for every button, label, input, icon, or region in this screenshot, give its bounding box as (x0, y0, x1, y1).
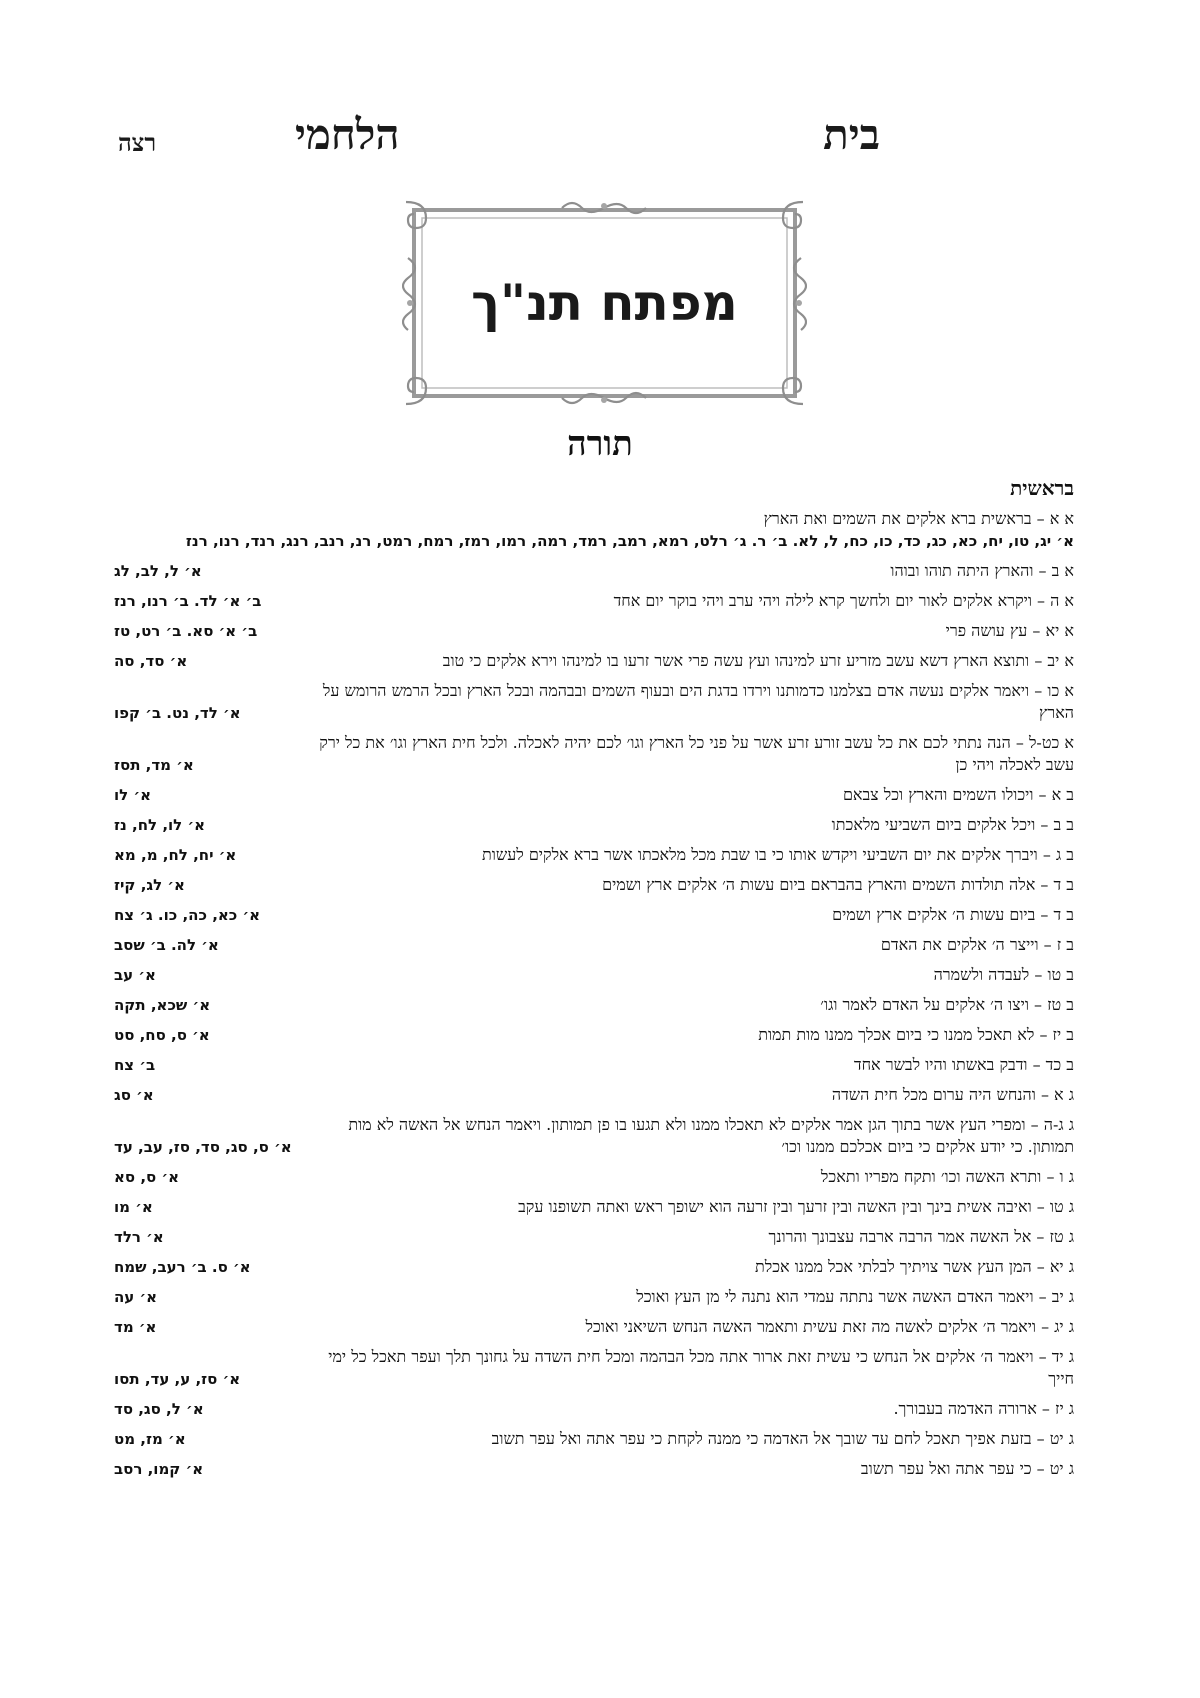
entry-verse-text: ב א – ויכולו השמים והארץ וכל צבאם (842, 785, 1074, 804)
entry-page-refs: א׳ עה (114, 1288, 158, 1306)
entry-verse-text: ב טז – ויצו ה׳ אלקים על האדם לאמר וגו׳ (820, 995, 1074, 1014)
index-entry (114, 590, 1074, 612)
entry-verse-text: א ה – ויקרא אלקים לאור יום ולחשך קרא לילה ויהי ערב ויהי בוקר יום אחד (613, 591, 1074, 610)
entry-verse-text: א א – בראשית ברא אלקים את השמים ואת הארץ (763, 509, 1074, 528)
entry-page-refs: א׳ יח, לח, מ, מא (114, 846, 237, 864)
entry-verse-text: ג יט – כי עפר אתה ואל עפר תשוב (860, 1459, 1074, 1478)
index-entry (114, 560, 1074, 582)
index-entry (114, 1286, 1074, 1308)
page-number: רצה (118, 128, 157, 157)
entry-page-refs: א׳ ס. ב׳ רעב, שמח (114, 1258, 251, 1276)
index-entry (114, 1054, 1074, 1076)
index-entry (114, 1196, 1074, 1218)
running-header-left-word: בית (823, 110, 880, 159)
index-entry (114, 1398, 1074, 1420)
entry-verse-text: א יב – ותוצא הארץ דשא עשב מזריע זרע למינהו ועץ עשה פרי אשר זרעו בו למינהו וירא אלקים כי טוב (442, 651, 1074, 670)
index-entry (114, 732, 1074, 776)
index-entry (114, 934, 1074, 956)
index-entry (114, 1166, 1074, 1188)
entry-verse-text: ג א – והנחש היה ערום מכל חית השדה (831, 1085, 1074, 1104)
index-entry (114, 1428, 1074, 1450)
ornamental-title-frame (402, 198, 807, 408)
index-entry (114, 814, 1074, 836)
entry-verse-text: ב ג – ויברך אלקים את יום השביעי ויקדש אותו כי בו שבת מכל מלאכתו אשר ברא אלקים לעשות (482, 845, 1074, 864)
entry-page-refs: א׳ מו (114, 1198, 153, 1216)
running-header-right-word: הלחמי (295, 110, 400, 159)
book-title: בראשית (1010, 476, 1074, 500)
entry-verse-text: א כט-ל – הנה נתתי לכם את כל עשב זורע זרע אשר על פני כל הארץ וגו׳ לכם יהיה לאכלה. ולכל חית הארץ וגו׳ את כל ירק עשב לאכלה ויהי כן (319, 733, 1074, 774)
entry-verse-text: ג טו – ואיבה אשית בינך ובין האשה ובין זרעך ובין זרעה הוא ישופך ראש ואתה תשופנו עקב (518, 1197, 1074, 1216)
entry-page-refs: ב׳ א׳ סא. ב׳ רט, טז (114, 622, 258, 640)
index-entry (114, 1316, 1074, 1338)
entry-verse-text: ג יג – ויאמר ה׳ אלקים לאשה מה זאת עשית ותאמר האשה הנחש השיאני ואוכל (585, 1317, 1074, 1336)
entry-verse-text: ג יז – ארורה האדמה בעבורך. (893, 1399, 1074, 1418)
entry-verse-text: א כו – ויאמר אלקים נעשה אדם בצלמנו כדמותנו וירדו בדגת הים ובעוף השמים ובבהמה ובכל הארץ ובכל הרמש הרומש על הארץ (322, 681, 1074, 722)
entry-verse-text: ג טז – אל האשה אמר הרבה ארבה עצבונך והרונך (768, 1227, 1074, 1246)
entry-verse-text: ג יב – ויאמר האדם האשה אשר נתתה עמדי הוא נתנה לי מן העץ ואוכל (636, 1287, 1074, 1306)
entry-page-refs: א׳ כא, כה, כו. ג׳ צח (114, 906, 261, 924)
entry-page-refs: א׳ ל, סג, סד (114, 1400, 204, 1418)
entry-verse-text: ב ז – וייצר ה׳ אלקים את האדם (880, 935, 1074, 954)
entry-page-refs: א׳ סד, סה (114, 652, 188, 670)
index-entry (114, 844, 1074, 866)
entry-page-refs: א׳ שכא, תקה (114, 996, 211, 1014)
index-entry (114, 680, 1074, 724)
entry-page-refs: א׳ יג, טו, יח, כא, כג, כד, כו, כח, ל, לא. ב׳ ר. ג׳ רלט, רמא, רמב, רמד, רמה, רמו, רמז, רמח, רמט, רנ, רנב, רנג, רנד, רנו, רנז (185, 532, 1074, 550)
entry-verse-text: ב כד – ודבק באשתו והיו לבשר אחד (853, 1055, 1074, 1074)
entry-verse-text: א ב – והארץ היתה תוהו ובוהו (890, 561, 1074, 580)
entry-verse-text: ב ד – אלה תולדות השמים והארץ בהבראם ביום עשות ה׳ אלקים ארץ ושמים (602, 875, 1074, 894)
index-entry (114, 904, 1074, 926)
entry-verse-text: ג יט – בזעת אפיך תאכל לחם עד שובך אל האדמה כי ממנה לקחת כי עפר אתה ואל עפר תשוב (491, 1429, 1074, 1448)
index-entry (114, 620, 1074, 642)
entry-page-refs: א׳ רלד (114, 1228, 164, 1246)
section-title: תורה (567, 424, 633, 464)
index-entry (114, 874, 1074, 896)
verse-index-list (114, 508, 1074, 1488)
index-entry (114, 964, 1074, 986)
index-entry (114, 1084, 1074, 1106)
entry-page-refs: א׳ לג, קיז (114, 876, 185, 894)
index-entry (114, 1458, 1074, 1480)
index-entry (114, 1256, 1074, 1278)
entry-page-refs: א׳ סז, ע, עד, תסו (114, 1370, 241, 1388)
entry-verse-text: ג יא – המן העץ אשר צויתיך לבלתי אכל ממנו אכלת (754, 1257, 1074, 1276)
entry-page-refs: א׳ ס, סח, סט (114, 1026, 210, 1044)
index-entry (114, 508, 1074, 552)
entry-page-refs: א׳ מד, תסז (114, 756, 194, 774)
index-entry (114, 1114, 1074, 1158)
entry-verse-text: ב טו – לעבדה ולשמרה (933, 965, 1074, 984)
entry-page-refs: א׳ סג (114, 1086, 154, 1104)
index-entry (114, 994, 1074, 1016)
entry-verse-text: ב ד – ביום עשות ה׳ אלקים ארץ ושמים (832, 905, 1074, 924)
entry-page-refs: א׳ קמו, רסב (114, 1460, 204, 1478)
index-title: מפתח תנ"ך (471, 274, 738, 332)
entry-page-refs: א׳ ס, סא (114, 1168, 180, 1186)
entry-verse-text: ג ו – ותרא האשה וכו׳ ותקח מפריו ותאכל (820, 1167, 1074, 1186)
entry-page-refs: ב׳ א׳ לד. ב׳ רנו, רנז (114, 592, 262, 610)
entry-page-refs: ב׳ צח (114, 1056, 156, 1074)
entry-page-refs: א׳ מד (114, 1318, 157, 1336)
entry-verse-text: ב ב – ויכל אלקים ביום השביעי מלאכתו (831, 815, 1074, 834)
entry-page-refs: א׳ לו (114, 786, 152, 804)
entry-page-refs: א׳ עב (114, 966, 156, 984)
index-entry (114, 1226, 1074, 1248)
entry-verse-text: ג ג-ה – ומפרי העץ אשר בתוך הגן אמר אלקים לא תאכלו ממנו ולא תגעו בו פן תמותון. ויאמר הנחש אל האשה לא מות תמותון. כי יודע אלקים כי ביום אכלכם ממנו וכו׳ (348, 1115, 1074, 1156)
entry-verse-text: ב יז – לא תאכל ממנו כי ביום אכלך ממנו מות תמות (758, 1025, 1074, 1044)
entry-page-refs: א׳ מז, מט (114, 1430, 186, 1448)
entry-page-refs: א׳ ס, סג, סד, סז, עב, עד (114, 1138, 292, 1156)
entry-page-refs: א׳ לה. ב׳ שסב (114, 936, 219, 954)
entry-page-refs: א׳ לד, נט. ב׳ קפו (114, 704, 241, 722)
entry-page-refs: א׳ לו, לח, נז (114, 816, 206, 834)
index-entry (114, 1024, 1074, 1046)
index-entry (114, 1346, 1074, 1390)
entry-verse-text: ג יד – ויאמר ה׳ אלקים אל הנחש כי עשית זאת ארור אתה מכל הבהמה ומכל חית השדה על גחונך תלך ועפר תאכל כל ימי חייך (328, 1347, 1074, 1388)
entry-page-refs: א׳ ל, לב, לג (114, 562, 202, 580)
index-entry (114, 650, 1074, 672)
entry-verse-text: א יא – עץ עושה פרי (945, 621, 1074, 640)
index-entry (114, 784, 1074, 806)
